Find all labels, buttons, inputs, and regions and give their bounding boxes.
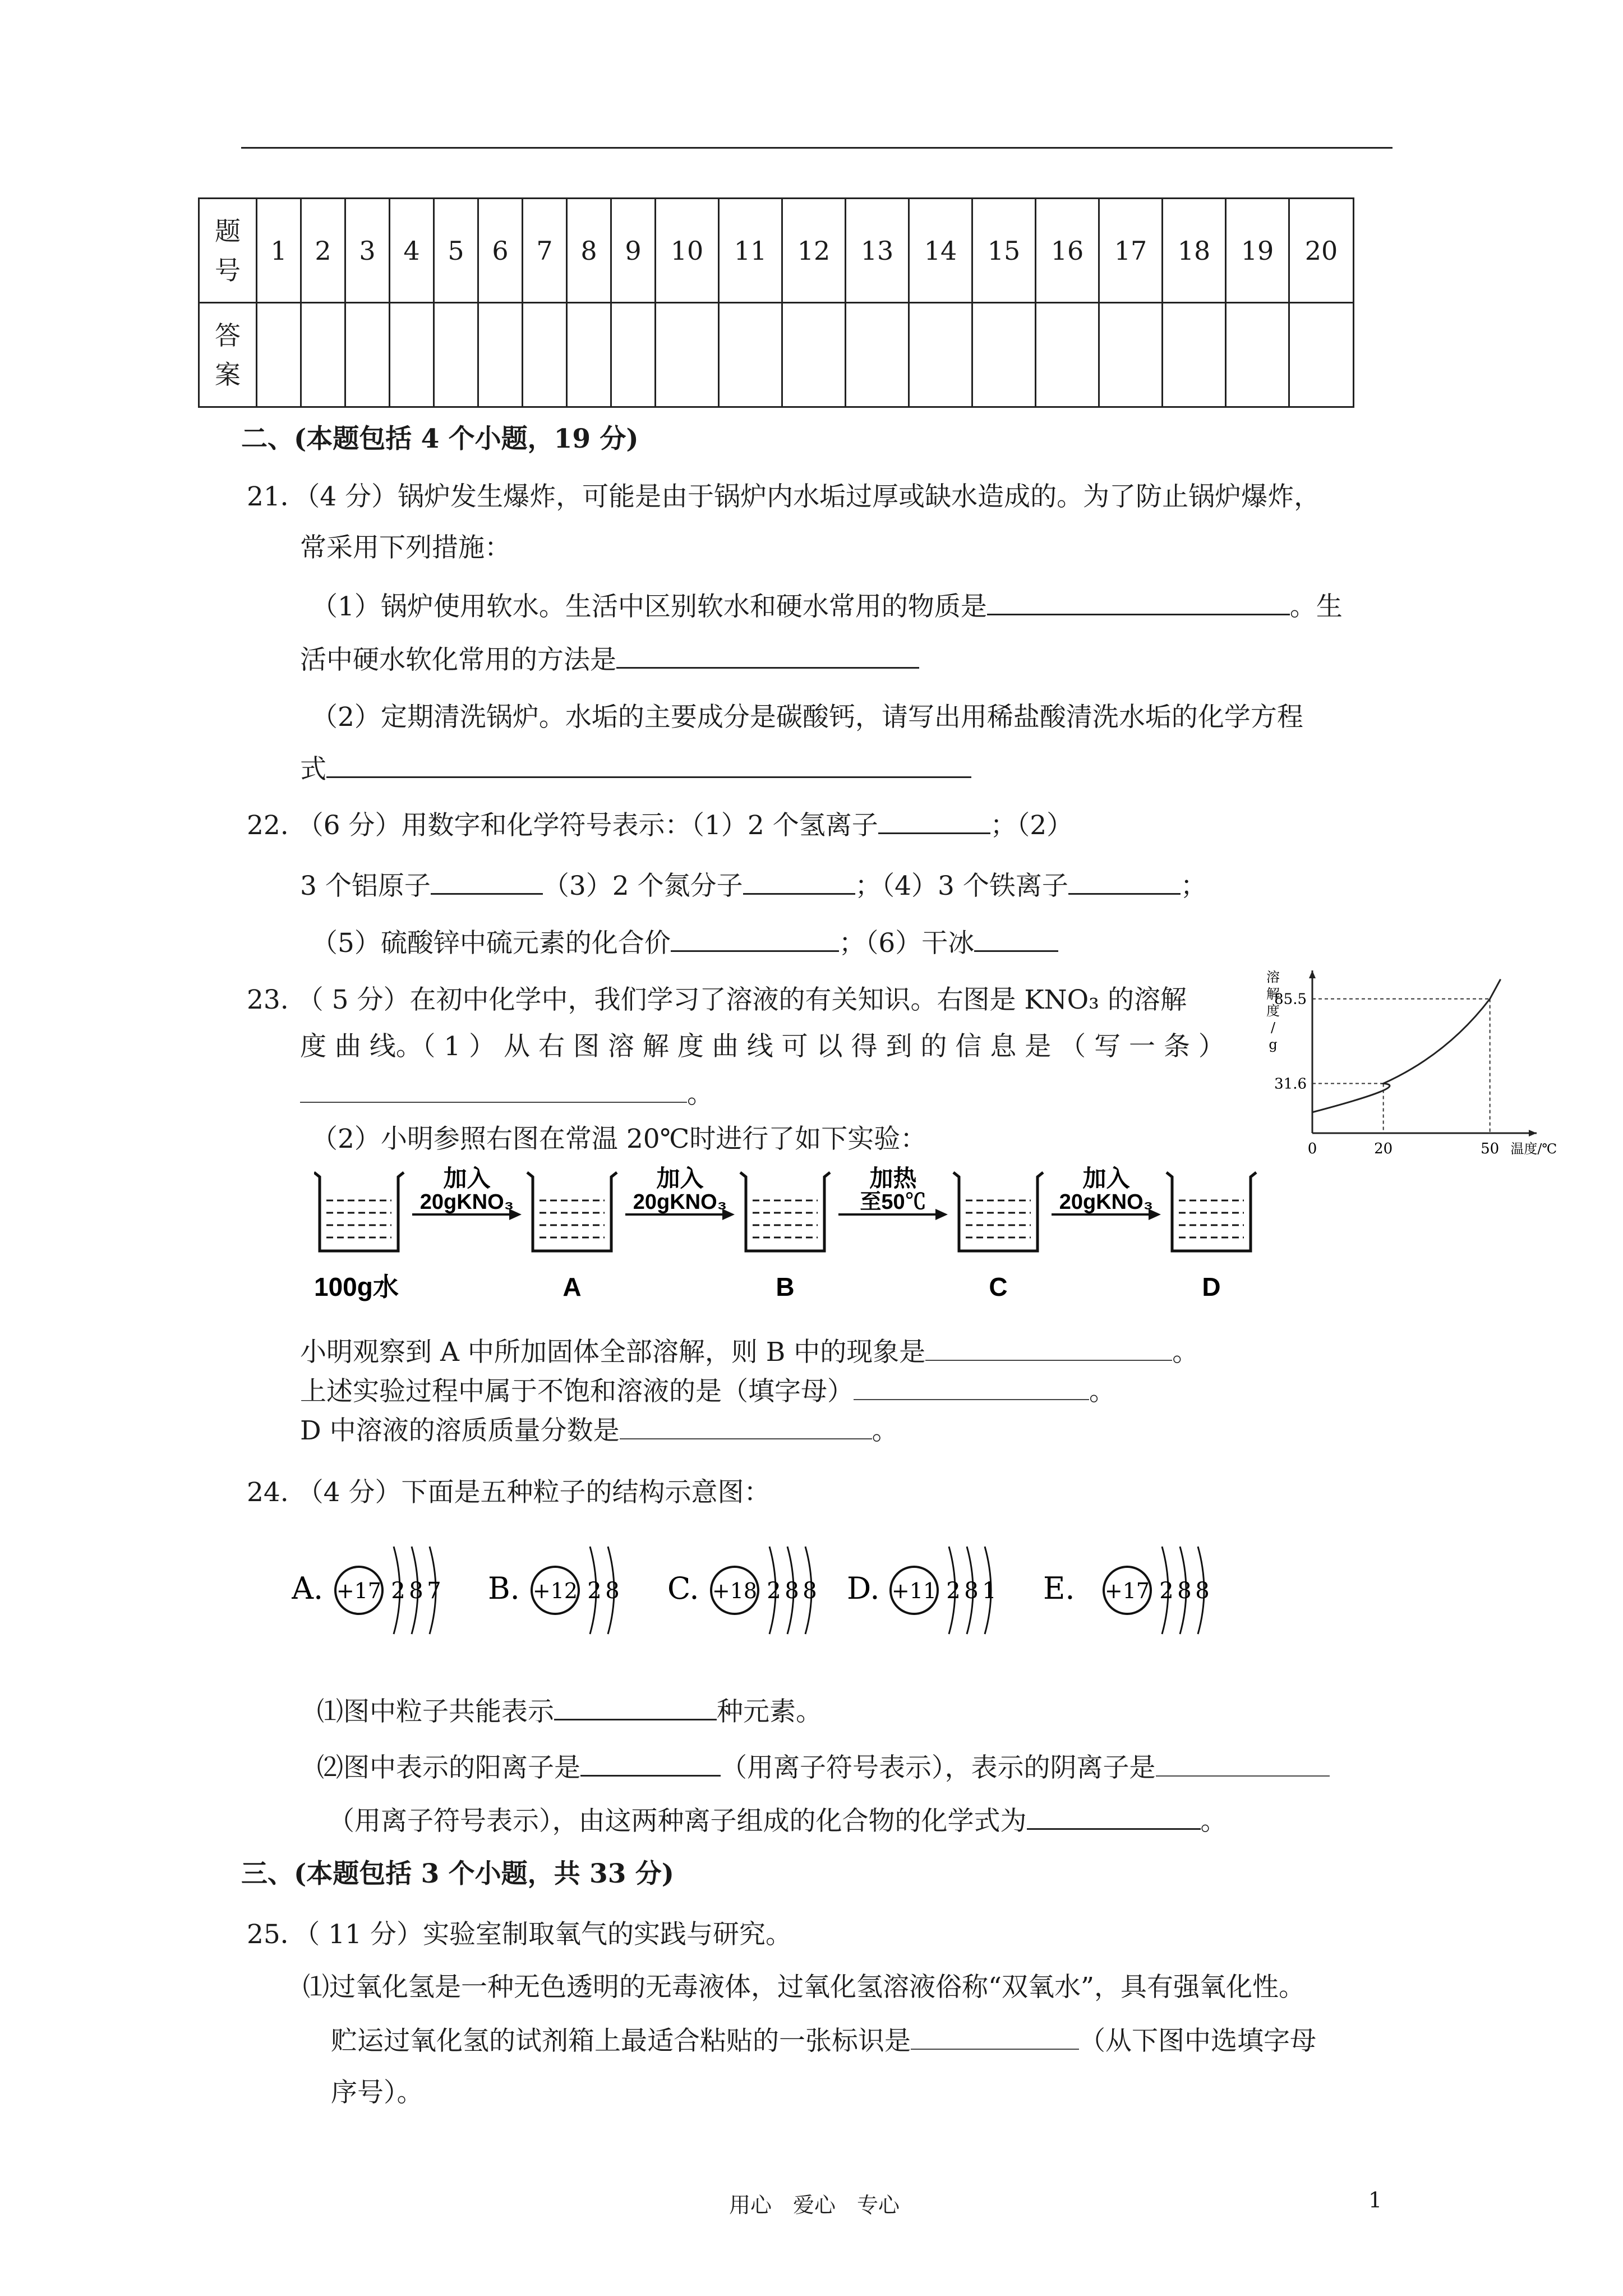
q22-line3-a: （5）硫酸锌中硫元素的化合价 bbox=[311, 928, 671, 959]
shell-electron-count: 2 bbox=[587, 1578, 602, 1604]
q21-line3 bbox=[311, 589, 1343, 624]
shell-electron-count: 2 bbox=[1159, 1578, 1174, 1604]
atom-diagram bbox=[847, 1547, 997, 1634]
answer-blank[interactable] bbox=[911, 2024, 1079, 2050]
chart-axes bbox=[1309, 970, 1537, 1137]
answer-cell[interactable] bbox=[523, 303, 567, 407]
table-cell: 20 bbox=[1289, 199, 1354, 303]
answer-blank[interactable] bbox=[854, 1374, 1089, 1400]
q21-line2: 常采用下列措施： bbox=[300, 532, 511, 563]
beaker-outline bbox=[740, 1172, 830, 1251]
arrow-label-bottom: 20gKNO₃ bbox=[633, 1190, 727, 1214]
header-rule bbox=[241, 147, 1393, 149]
answer-cell[interactable] bbox=[257, 303, 301, 407]
q22-line2-a: 3 个铝原子 bbox=[300, 871, 431, 901]
shell-electron-count: 2 bbox=[391, 1578, 405, 1604]
particle-label: C. bbox=[667, 1571, 699, 1606]
atom-structure-diagrams bbox=[292, 1537, 1279, 1672]
table-cell: 6 bbox=[478, 199, 523, 303]
table-row bbox=[199, 303, 1354, 407]
answer-cell[interactable] bbox=[478, 303, 523, 407]
y-axis-label-char: 度 bbox=[1266, 1003, 1280, 1019]
atom-diagram bbox=[488, 1547, 620, 1634]
q23-line3-end: 。 bbox=[687, 1079, 713, 1110]
q23-line6 bbox=[300, 1374, 1115, 1409]
section2-title: 二、(本题包括 4 个小题，19 分) bbox=[241, 424, 639, 454]
q23-line7-b: 。 bbox=[872, 1415, 898, 1446]
atom-diagrams bbox=[292, 1547, 1210, 1634]
answer-blank[interactable] bbox=[987, 589, 1290, 615]
shell-electron-count: 8 bbox=[1177, 1578, 1192, 1604]
q23-line1: 23. （ 5 分）在初中化学中，我们学习了溶液的有关知识。右图是 KNO₃ 的溶解 bbox=[247, 984, 1187, 1015]
chart-guides bbox=[1312, 999, 1490, 1133]
q25-line3-a: 贮运过氧化氢的试剂箱上最适合粘贴的一张标识是 bbox=[331, 2026, 911, 2056]
answer-blank[interactable] bbox=[554, 1694, 717, 1720]
answer-cell[interactable] bbox=[567, 303, 611, 407]
table-cell: 14 bbox=[909, 199, 972, 303]
table-cell: 15 bbox=[972, 199, 1036, 303]
y-axis-label-char: 解 bbox=[1266, 986, 1280, 1002]
answer-blank[interactable] bbox=[974, 926, 1058, 952]
x-tick-label: 50 bbox=[1481, 1140, 1500, 1157]
table-cell: 17 bbox=[1099, 199, 1163, 303]
q22-line1 bbox=[247, 808, 1073, 843]
answer-blank[interactable] bbox=[620, 1414, 872, 1439]
q25-line4: 序号）。 bbox=[331, 2077, 423, 2108]
answer-cell[interactable] bbox=[846, 303, 909, 407]
q24-line2-b: 种元素。 bbox=[717, 1696, 822, 1727]
shell-electron-count: 8 bbox=[605, 1578, 620, 1604]
process-arrow bbox=[412, 1165, 522, 1220]
q22-line2-b: （3）2 个氮分子 bbox=[542, 871, 743, 901]
y-axis-label-char: g bbox=[1269, 1037, 1278, 1052]
answer-blank[interactable] bbox=[616, 642, 919, 669]
beaker-label: C bbox=[989, 1272, 1008, 1301]
y-axis-label-char: 溶 bbox=[1266, 969, 1280, 985]
q24-line3-a: ⑵图中表示的阳离子是 bbox=[317, 1752, 580, 1783]
beaker bbox=[527, 1172, 617, 1301]
answer-cell[interactable] bbox=[1163, 303, 1226, 407]
q21-line5: （2）定期清洗锅炉。水垢的主要成分是碳酸钙，请写出用稀盐酸清洗水垢的化学方程 bbox=[311, 702, 1303, 733]
beaker bbox=[953, 1172, 1043, 1301]
q21-line3-end: 。生 bbox=[1289, 591, 1343, 622]
q23-line6-b: 。 bbox=[1089, 1376, 1115, 1407]
beaker-label: D bbox=[1202, 1272, 1221, 1301]
nucleus-charge: +11 bbox=[891, 1579, 937, 1603]
beaker-outline bbox=[1166, 1172, 1256, 1251]
answer-cell[interactable] bbox=[1289, 303, 1354, 407]
arrow-head bbox=[935, 1209, 948, 1220]
q25-line2: ⑴过氧化氢是一种无色透明的无毒液体，过氧化氢溶液俗称“双氧水”，具有强氧化性。 bbox=[303, 1972, 1306, 2003]
atom-diagram bbox=[292, 1547, 441, 1634]
q22-line2-c: ；（4）3 个铁离子 bbox=[855, 871, 1068, 901]
table-cell: 9 bbox=[611, 199, 656, 303]
arrow-label-bottom: 20gKNO₃ bbox=[419, 1190, 514, 1214]
particle-label: E. bbox=[1043, 1571, 1075, 1606]
chart-labels bbox=[1266, 969, 1557, 1157]
beaker-outline bbox=[314, 1172, 404, 1251]
particle-label: A. bbox=[292, 1571, 324, 1606]
answer-blank[interactable] bbox=[1068, 868, 1181, 895]
row-label-answer: 答案 bbox=[199, 303, 257, 407]
y-tick-label: 31.6 bbox=[1274, 1075, 1307, 1093]
q21-line1: 21．（4 分）锅炉发生爆炸，可能是由于锅炉内水垢过厚或缺水造成的。为了防止锅炉爆炸， bbox=[247, 481, 1321, 512]
q23-line5 bbox=[300, 1335, 1198, 1370]
q24-line2 bbox=[317, 1694, 822, 1729]
nucleus-charge: +17 bbox=[1104, 1579, 1150, 1603]
q24-line3-b: （用离子符号表示），表示的阴离子是 bbox=[721, 1752, 1156, 1783]
answer-cell[interactable] bbox=[390, 303, 434, 407]
q23-line6-a: 上述实验过程中属于不饱和溶液的是（填字母） bbox=[300, 1376, 854, 1407]
arrow-label-bottom: 20gKNO₃ bbox=[1059, 1190, 1154, 1214]
table-cell: 8 bbox=[567, 199, 611, 303]
q21-line4 bbox=[300, 642, 919, 678]
table-cell: 1 bbox=[257, 199, 301, 303]
arrow-label-top: 加热 bbox=[869, 1165, 917, 1191]
answer-cell[interactable] bbox=[909, 303, 972, 407]
beaker bbox=[740, 1172, 830, 1301]
shell-electron-count: 8 bbox=[803, 1578, 817, 1604]
table-cell: 11 bbox=[719, 199, 782, 303]
q23-line4: （2）小明参照右图在常温 20℃时进行了如下实验： bbox=[311, 1124, 927, 1154]
q24-line4-a: （用离子符号表示），由这两种离子组成的化合物的化学式为 bbox=[328, 1806, 1027, 1837]
table-cell: 3 bbox=[345, 199, 390, 303]
experiment-diagram bbox=[314, 1161, 1267, 1318]
nucleus-charge: +18 bbox=[712, 1579, 758, 1603]
table-cell: 12 bbox=[782, 199, 846, 303]
table-row bbox=[199, 199, 1354, 303]
beaker bbox=[314, 1172, 404, 1301]
table-cell: 5 bbox=[434, 199, 478, 303]
q22-line3 bbox=[311, 926, 1058, 961]
answer-blank[interactable] bbox=[1156, 1751, 1330, 1777]
y-tick-label: 85.5 bbox=[1274, 991, 1307, 1008]
table-cell: 4 bbox=[390, 199, 434, 303]
experiment-arrows bbox=[412, 1165, 1161, 1220]
answer-cell[interactable] bbox=[656, 303, 719, 407]
q24-line4-b: 。 bbox=[1200, 1806, 1227, 1837]
q24-line2-a: ⑴图中粒子共能表示 bbox=[317, 1696, 554, 1727]
answer-blank[interactable] bbox=[431, 868, 543, 895]
x-tick-label: 0 bbox=[1307, 1140, 1317, 1157]
x-axis-arrow bbox=[1529, 1130, 1537, 1137]
q24-line4 bbox=[328, 1803, 1227, 1839]
beaker-label: B bbox=[776, 1272, 795, 1301]
arrow-label-bottom: 至50℃ bbox=[860, 1190, 926, 1214]
answer-cell[interactable] bbox=[1099, 303, 1163, 407]
table-cell: 18 bbox=[1163, 199, 1226, 303]
answer-blank[interactable] bbox=[300, 1077, 687, 1103]
answer-cell[interactable] bbox=[1226, 303, 1289, 407]
q21-line4-text: 活中硬水软化常用的方法是 bbox=[300, 645, 616, 675]
beaker-label: 100g水 bbox=[314, 1272, 399, 1301]
q21-line6-text: 式 bbox=[300, 754, 326, 785]
row-label-number: 题号 bbox=[199, 199, 257, 303]
answer-blank[interactable] bbox=[1027, 1803, 1201, 1830]
answer-cell[interactable] bbox=[434, 303, 478, 407]
q24-line1: 24. （4 分）下面是五种粒子的结构示意图： bbox=[247, 1477, 771, 1508]
answer-table bbox=[198, 197, 1354, 408]
answer-cell[interactable] bbox=[611, 303, 656, 407]
q22-line1-end: ；（2） bbox=[990, 810, 1073, 841]
q23-line5-b: 。 bbox=[1172, 1337, 1199, 1368]
shell-electron-count: 7 bbox=[427, 1578, 441, 1604]
section3-title: 三、(本题包括 3 个小题，共 33 分) bbox=[241, 1858, 675, 1889]
shell-electron-count: 8 bbox=[409, 1578, 423, 1604]
solubility-chart bbox=[1256, 965, 1559, 1167]
atom-diagram bbox=[1043, 1547, 1210, 1634]
shell-electron-count: 8 bbox=[964, 1578, 979, 1604]
q25-line3-b: （从下图中选填字母 bbox=[1079, 2026, 1316, 2056]
shell-electron-count: 1 bbox=[982, 1578, 997, 1604]
q22-line2-d: ； bbox=[1180, 871, 1207, 901]
x-axis-label: 温度/℃ bbox=[1510, 1141, 1557, 1157]
answer-blank[interactable] bbox=[743, 868, 855, 895]
q23-line5-a: 小明观察到 A 中所加固体全部溶解，则 B 中的现象是 bbox=[300, 1337, 926, 1368]
table-cell: 10 bbox=[656, 199, 719, 303]
answer-cell[interactable] bbox=[972, 303, 1036, 407]
beaker-outline bbox=[953, 1172, 1043, 1251]
answer-cell[interactable] bbox=[782, 303, 846, 407]
q21-line6 bbox=[300, 752, 971, 787]
answer-blank[interactable] bbox=[580, 1750, 721, 1777]
process-arrow bbox=[1052, 1165, 1161, 1220]
y-axis-arrow bbox=[1309, 970, 1316, 978]
shell-electron-count: 8 bbox=[785, 1578, 799, 1604]
q23-line3 bbox=[300, 1077, 713, 1112]
process-arrow bbox=[625, 1165, 735, 1220]
q23-line2: 度 曲 线。（ 1 ） 从 右 图 溶 解 度 曲 线 可 以 得 到 的 信 息 是 （ 写 一 条 ） bbox=[300, 1031, 1225, 1062]
answer-blank[interactable] bbox=[878, 808, 990, 834]
table-cell: 19 bbox=[1226, 199, 1289, 303]
table-cell: 13 bbox=[846, 199, 909, 303]
beaker bbox=[1166, 1172, 1256, 1301]
nucleus-charge: +12 bbox=[532, 1579, 578, 1603]
q23-line7 bbox=[300, 1414, 898, 1448]
table-cell: 16 bbox=[1036, 199, 1099, 303]
particle-label: D. bbox=[847, 1571, 880, 1606]
q25-line1: 25．（ 11 分）实验室制取氧气的实践与研究。 bbox=[247, 1919, 792, 1950]
arrow-label-top: 加入 bbox=[1082, 1165, 1130, 1191]
x-tick-label: 20 bbox=[1374, 1140, 1393, 1157]
process-arrow bbox=[838, 1165, 948, 1220]
nucleus-charge: +17 bbox=[336, 1579, 382, 1603]
q22-line2 bbox=[300, 868, 1207, 904]
shell-electron-count: 2 bbox=[946, 1578, 961, 1604]
q25-line3 bbox=[331, 2024, 1316, 2059]
y-axis-label-char: / bbox=[1270, 1020, 1276, 1036]
particle-label: B. bbox=[488, 1571, 520, 1606]
footer-motto: 用心 爱心 专心 bbox=[729, 2193, 900, 2217]
arrow-label-top: 加入 bbox=[656, 1165, 704, 1191]
q23-line7-a: D 中溶液的溶质质量分数是 bbox=[300, 1415, 620, 1446]
table-cell: 7 bbox=[523, 199, 567, 303]
answer-cell[interactable] bbox=[719, 303, 782, 407]
atom-diagram bbox=[667, 1547, 817, 1634]
table-cell: 2 bbox=[301, 199, 345, 303]
answer-blank[interactable] bbox=[326, 752, 971, 778]
shell-electron-count: 2 bbox=[767, 1578, 781, 1604]
q22-line1-text: 22. （6 分）用数字和化学符号表示：（1）2 个氢离子 bbox=[247, 810, 878, 841]
q21-line3-text: （1）锅炉使用软水。生活中区别软水和硬水常用的物质是 bbox=[311, 591, 987, 622]
answer-blank[interactable] bbox=[671, 926, 839, 952]
answer-blank[interactable] bbox=[925, 1335, 1172, 1361]
answer-cell[interactable] bbox=[1036, 303, 1099, 407]
answer-cell[interactable] bbox=[301, 303, 345, 407]
answer-cell[interactable] bbox=[345, 303, 390, 407]
shell-electron-count: 8 bbox=[1195, 1578, 1210, 1604]
beaker-outline bbox=[527, 1172, 617, 1251]
arrow-label-top: 加入 bbox=[443, 1165, 491, 1191]
q22-line3-b: ；（6）干冰 bbox=[838, 928, 975, 959]
q24-line3 bbox=[317, 1750, 1330, 1786]
beaker-label: A bbox=[562, 1272, 582, 1301]
page-number: 1 bbox=[1368, 2188, 1382, 2212]
